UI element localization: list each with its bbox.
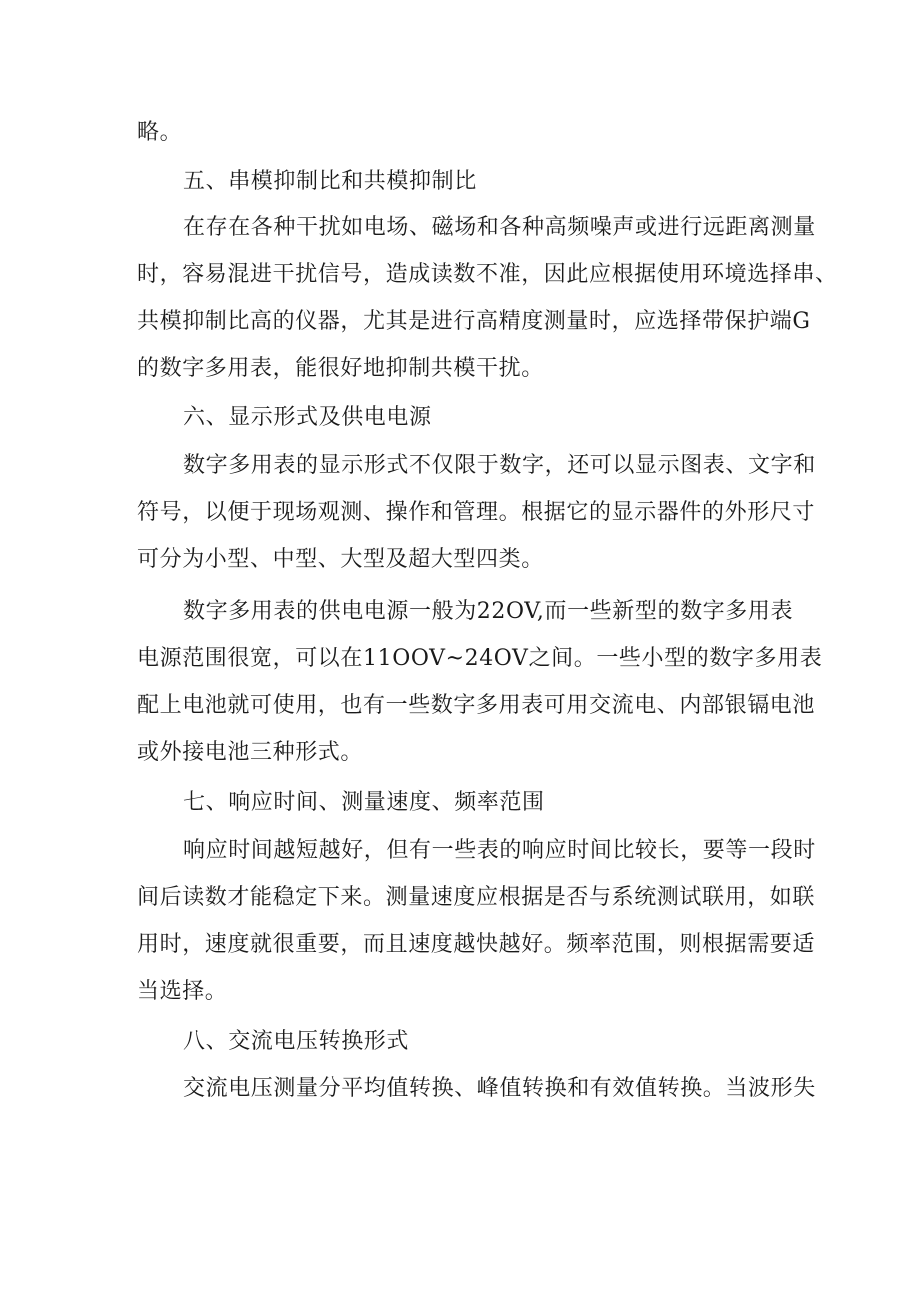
section-heading-6: 六、显示形式及供电电源 xyxy=(183,405,432,430)
paragraph-line: 数字多用表的供电电源一般为22OV,而一些新型的数字多用表 xyxy=(183,599,794,624)
paragraph-line: 时，容易混进干扰信号，造成读数不准，因此应根据使用环境选择串、 xyxy=(137,262,838,287)
paragraph-line: 的数字多用表，能很好地抑制共模干扰。 xyxy=(137,356,544,381)
paragraph-line: 电源范围很宽，可以在11OOV~24OV之间。一些小型的数字多用表 xyxy=(137,646,823,671)
paragraph-line: 间后读数才能稳定下来。测量速度应根据是否与系统测试联用，如联 xyxy=(137,885,816,910)
paragraph-line: 共模抑制比高的仪器，尤其是进行高精度测量时，应选择带保护端G xyxy=(137,309,811,334)
section-heading-5: 五、串模抑制比和共模抑制比 xyxy=(183,169,477,194)
paragraph-line: 在存在各种干扰如电场、磁场和各种高频噪声或进行远距离测量 xyxy=(183,215,816,240)
paragraph-line: 数字多用表的显示形式不仅限于数字，还可以显示图表、文字和 xyxy=(183,453,816,478)
paragraph-line: 用时，速度就很重要，而且速度越快越好。频率范围，则根据需要适 xyxy=(137,932,816,957)
paragraph-line: 配上电池就可使用，也有一些数字多用表可用交流电、内部银镉电池 xyxy=(137,693,816,718)
paragraph-line: 当选择。 xyxy=(137,979,228,1004)
section-heading-8: 八、交流电压转换形式 xyxy=(183,1029,410,1054)
paragraph-line: 可分为小型、中型、大型及超大型四类。 xyxy=(137,547,544,572)
section-heading-7: 七、响应时间、测量速度、频率范围 xyxy=(183,790,545,815)
paragraph-line: 或外接电池三种形式。 xyxy=(137,740,364,765)
paragraph-line: 交流电压测量分平均值转换、峰值转换和有效值转换。当波形失 xyxy=(183,1076,816,1101)
paragraph-continuation: 略。 xyxy=(137,120,183,145)
paragraph-line: 符号，以便于现场观测、操作和管理。根据它的显示器件的外形尺寸 xyxy=(137,500,816,525)
paragraph-line: 响应时间越短越好，但有一些表的响应时间比较长，要等一段时 xyxy=(183,838,816,863)
